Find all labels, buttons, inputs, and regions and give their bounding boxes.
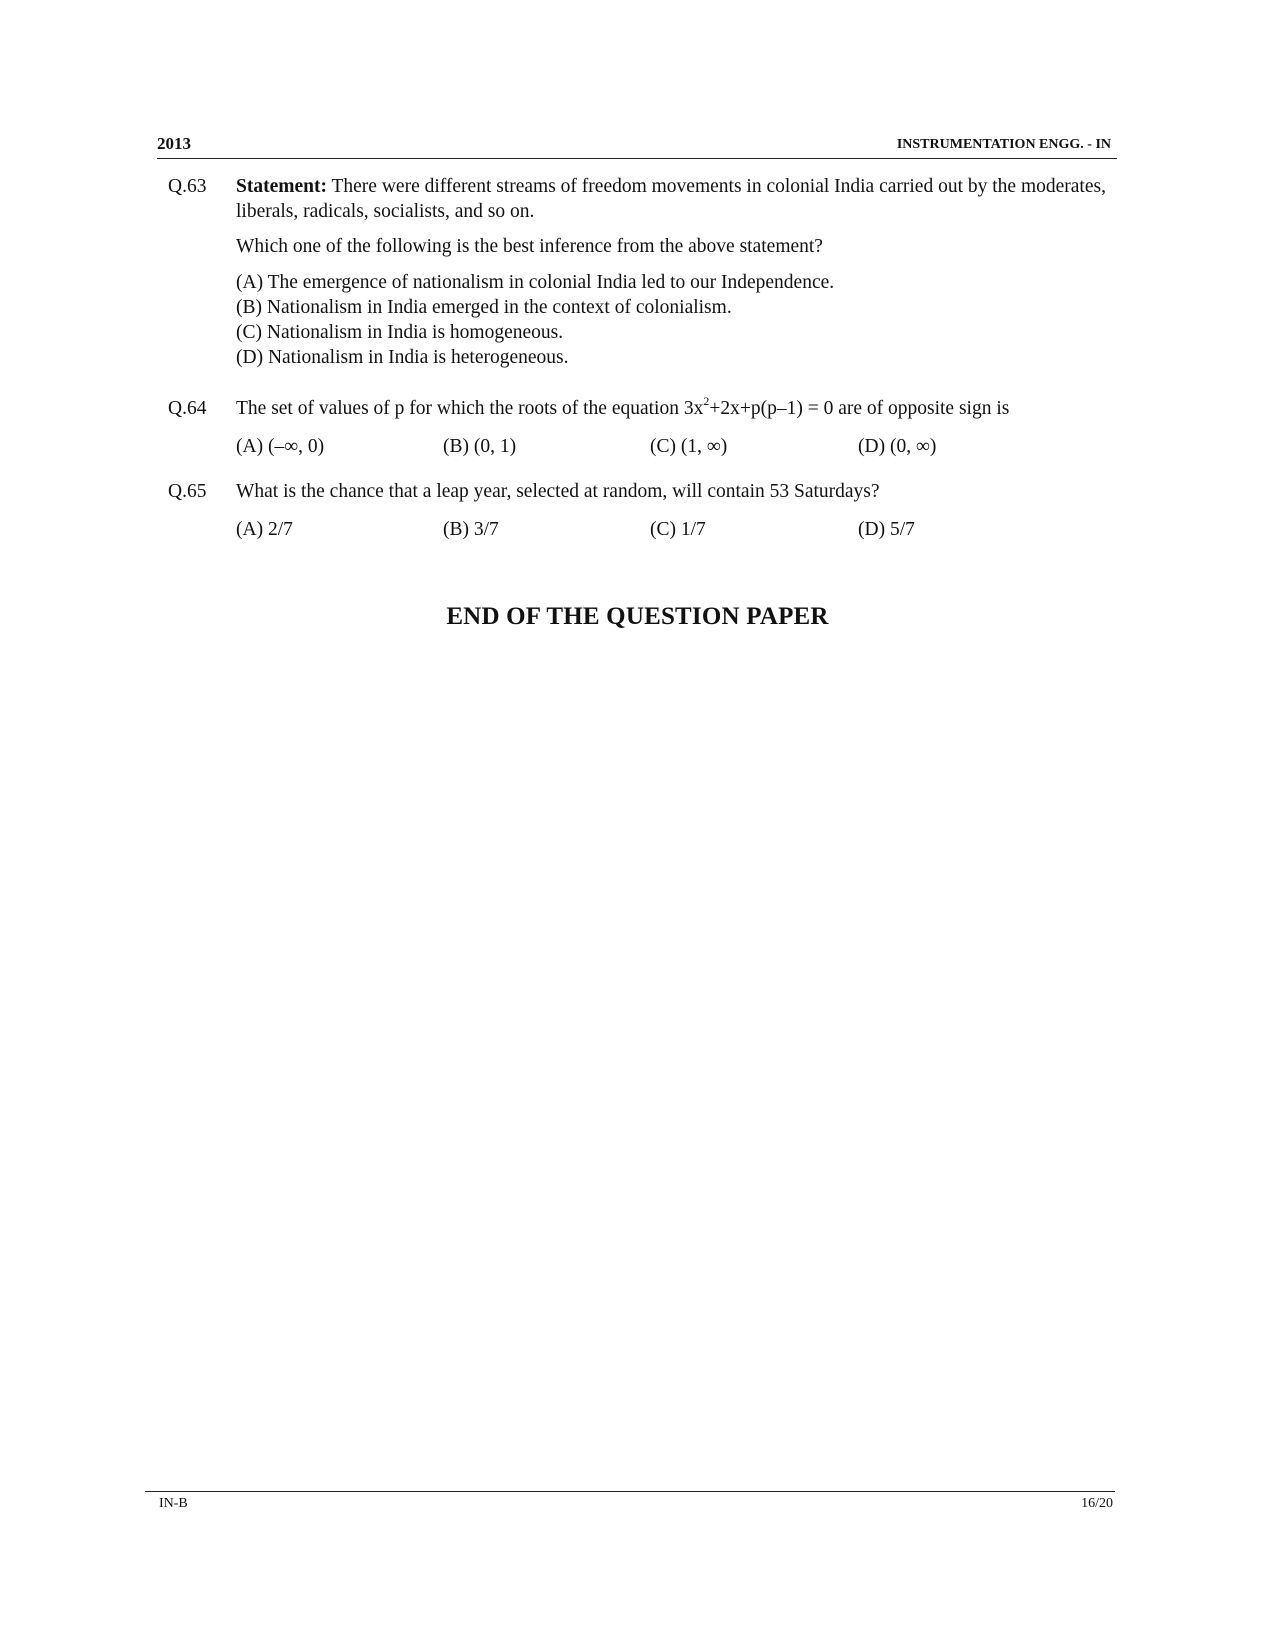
- page-footer: [145, 1491, 1115, 1516]
- question-number: Q.65: [168, 481, 207, 502]
- header-subject: INSTRUMENTATION ENGG. - IN: [896, 137, 1111, 152]
- question-text: [236, 396, 1106, 421]
- option-b: (B) (0, 1): [443, 436, 517, 457]
- option-a: (A) The emergence of nationalism in colonial India led to our Independence.: [236, 272, 835, 293]
- option-a: (A) (–∞, 0): [236, 436, 325, 457]
- page-header: [157, 132, 1117, 159]
- option-d: (D) (0, ∞): [858, 436, 937, 457]
- option-d: (D) Nationalism in India is heterogeneous.: [236, 347, 569, 368]
- option-b: (B) Nationalism in India emerged in the context of colonialism.: [236, 297, 732, 318]
- option-c: (C) 1/7: [650, 519, 706, 540]
- equation-superscript: 2: [703, 394, 710, 408]
- equation-text-after: +2x+p(p–1) = 0 are of opposite sign is: [709, 398, 1010, 419]
- equation-text-before: The set of values of p for which the roots of the equation 3x: [236, 398, 704, 419]
- question-body: [236, 396, 1106, 459]
- question-number: Q.64: [168, 398, 207, 419]
- question-text: What is the chance that a leap year, selected at random, will contain 53 Saturdays?: [236, 481, 880, 502]
- statement-label: Statement:: [236, 176, 327, 197]
- question-number: Q.63: [168, 176, 207, 197]
- option-b: (B) 3/7: [443, 519, 499, 540]
- end-of-paper-title: END OF THE QUESTION PAPER: [446, 603, 829, 630]
- option-d: (D) 5/7: [858, 519, 915, 540]
- option-a: (A) 2/7: [236, 519, 293, 540]
- option-c: (C) (1, ∞): [650, 436, 728, 457]
- question-statement: [236, 174, 1106, 224]
- statement-text: There were different streams of freedom movements in colonial India carried out by the moderates, liberals, radicals, socialists, and so on.: [236, 176, 1106, 222]
- question-prompt: Which one of the following is the best inference from the above statement?: [236, 236, 823, 257]
- options-row: [236, 517, 1106, 542]
- question-body: [236, 174, 1106, 370]
- option-c: (C) Nationalism in India is homogeneous.: [236, 322, 564, 343]
- options-row: [236, 434, 1106, 459]
- options-list: [236, 270, 1106, 370]
- paper-code: IN-B: [159, 1496, 188, 1511]
- header-year: 2013: [157, 134, 191, 153]
- page-number: 16/20: [1081, 1496, 1113, 1511]
- question-body: [236, 479, 1106, 542]
